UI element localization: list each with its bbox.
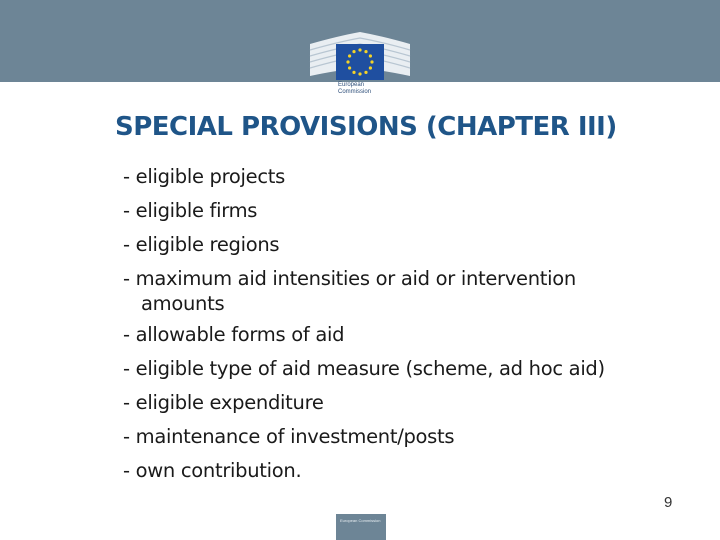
bullet-list <box>123 160 663 488</box>
european-commission-logo <box>308 18 412 110</box>
list-item: - eligible firms <box>123 199 258 222</box>
list-item: - own contribution. <box>123 459 302 482</box>
footer-logo-text: European Commission <box>340 518 381 523</box>
list-item-continuation: amounts <box>141 292 225 315</box>
list-item-text: - maximum aid intensities or aid or intervention <box>123 267 576 290</box>
list-item: - eligible regions <box>123 233 280 256</box>
list-item <box>123 262 663 318</box>
list-item: - eligible projects <box>123 165 285 188</box>
list-item: - eligible expenditure <box>123 391 324 414</box>
footer-logo <box>336 514 386 540</box>
list-item: - maintenance of investment/posts <box>123 425 455 448</box>
list-item: - allowable forms of aid <box>123 323 345 346</box>
logo-text: European Commission <box>338 82 372 95</box>
slide-title: SPECIAL PROVISIONS (CHAPTER III) <box>115 112 617 142</box>
list-item: - eligible type of aid measure (scheme, ad hoc aid) <box>123 357 605 380</box>
ec-building-icon <box>308 18 412 82</box>
page-number: 9 <box>664 494 673 511</box>
